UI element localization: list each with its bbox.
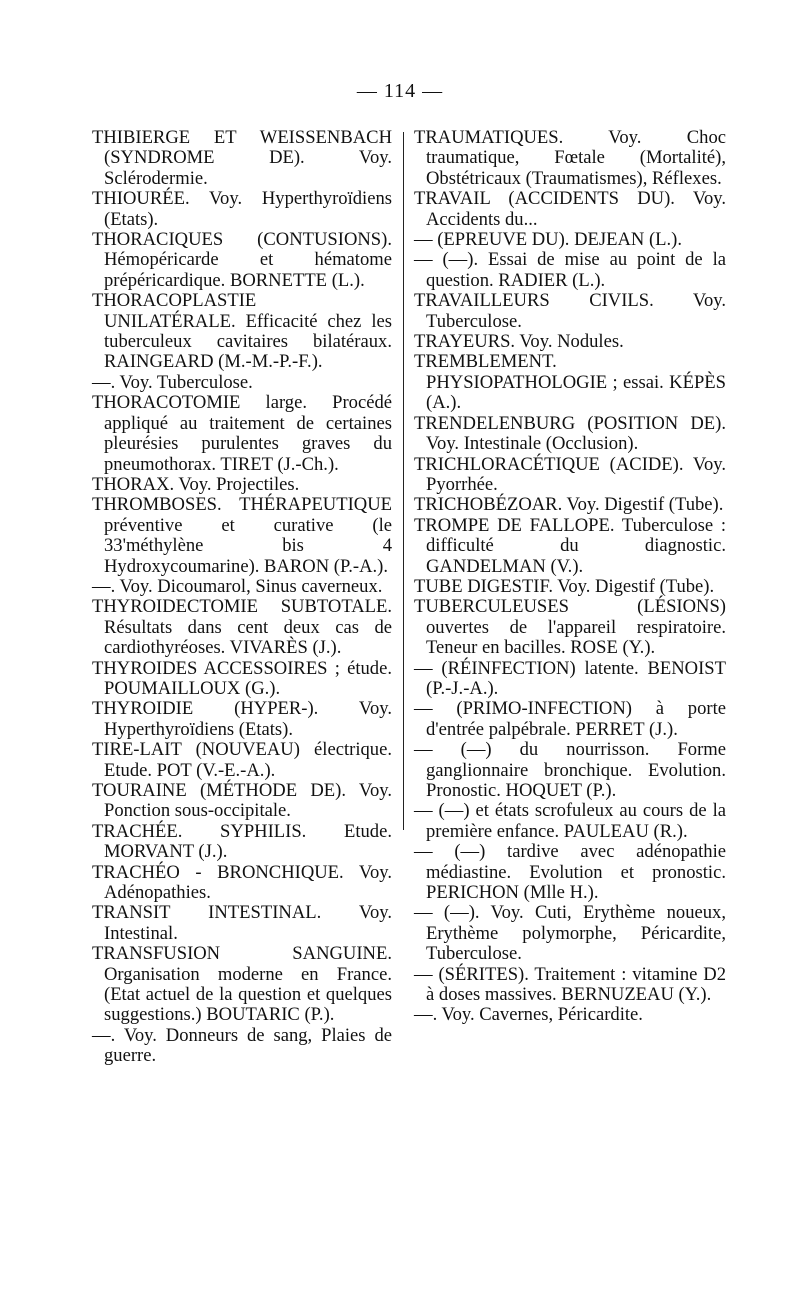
left-column [92, 128, 392, 1067]
index-entry: TRACHÉE. SYPHILIS. Etude. MORVANT (J.). [92, 820, 392, 863]
index-entry: —. Voy. Donneurs de sang, Plaies de guerre. [92, 1024, 392, 1067]
index-entry: TRICHOBÉZOAR. Voy. Digestif (Tube). [414, 494, 724, 516]
index-entry: TUBERCULEUSES (LÉSIONS) ouvertes de l'appareil respiratoire. Teneur en bacilles. ROSE (Y.). [414, 596, 726, 659]
index-entry: —. Voy. Tuberculose. [92, 371, 253, 393]
page-number: — 114 — [356, 80, 444, 102]
index-entry: TIRE-LAIT (NOUVEAU) électrique. Etude. POT (V.-E.-A.). [92, 739, 392, 781]
right-column [414, 128, 726, 1026]
index-entry: — (PRIMO-INFECTION) à porte d'entrée palpébrale. PERRET (J.). [414, 698, 726, 740]
index-entry: TRICHLORACÉTIQUE (ACIDE). Voy. Pyorrhée. [414, 453, 726, 495]
index-entry: TRAYEURS. Voy. Nodules. [414, 331, 624, 353]
index-entry: THIOURÉE. Voy. Hyperthyroïdiens (Etats). [92, 188, 392, 230]
index-entry: TROMPE DE FALLOPE. Tuberculose : difficulté du diagnostic. GANDELMAN (V.). [414, 514, 726, 577]
index-entry: TRAVAILLEURS CIVILS. Voy. Tuberculose. [414, 290, 726, 332]
index-entry: TRAVAIL (ACCIDENTS DU). Voy. Accidents du... [414, 188, 726, 230]
index-entry: THORACOPLASTIE UNILATÉRALE. Efficacité chez les tuberculeux cavitaires bilatéraux. RAINGEARD (M.-M.-P.-F.). [92, 290, 392, 373]
index-entry: THYROIDECTOMIE SUBTOTALE. Résultats dans cent deux cas de cardiothyréoses. VIVARÈS (J.). [92, 596, 392, 659]
index-entry: THORACOTOMIE large. Procédé appliqué au traitement de certaines pleurésies purulentes graves du pneumothorax. TIRET (J.-Ch.). [92, 392, 392, 475]
index-entry: THYROIDIE (HYPER-). Voy. Hyperthyroïdiens (Etats). [92, 698, 392, 740]
index-entry: TRAUMATIQUES. Voy. Choc traumatique, Fœtale (Mortalité), Obstétricaux (Traumatismes), Réflexes. [414, 127, 726, 189]
index-entry: TREMBLEMENT. PHYSIOPATHOLOGIE ; essai. KÉPÈS (A.). [414, 351, 726, 414]
index-entry: TOURAINE (MÉTHODE DE). Voy. Ponction sous-occipitale. [92, 780, 392, 822]
index-entry: THORAX. Voy. Projectiles. [92, 473, 300, 495]
index-entry: — (SÉRITES). Traitement : vitamine D2 à doses massives. BERNUZEAU (Y.). [414, 963, 726, 1006]
index-entry: TRACHÉO - BRONCHIQUE. Voy. Adénopathies. [92, 861, 392, 904]
index-entry: THORACIQUES (CONTUSIONS). Hémopéricarde et hématome prépéricardique. BORNETTE (L.). [92, 229, 392, 291]
index-entry: — (—). Voy. Cuti, Erythème noueux, Erythème polymorphe, Péricardite, Tuberculose. [414, 902, 726, 965]
index-entry: — (RÉINFECTION) latente. BENOIST (P.-J.-A.). [414, 657, 726, 699]
index-entry: THIBIERGE ET WEISSENBACH (SYNDROME DE). Voy. Sclérodermie. [92, 127, 392, 189]
index-entry: —. Voy. Cavernes, Péricardite. [414, 1004, 643, 1026]
index-entry: — (EPREUVE DU). DEJEAN (L.). [414, 229, 683, 251]
index-entry: — (—) du nourrisson. Forme ganglionnaire bronchique. Evolution. Pronostic. HOQUET (P.). [414, 739, 726, 801]
index-entry: — (—) tardive avec adénopathie médiastine. Evolution et pronostic. PERICHON (Mlle H.). [414, 841, 726, 904]
index-entry: TRANSFUSION SANGUINE. Organisation moderne en France. (Etat actuel de la question et quelques suggestions.) BOUTARIC (P.). [92, 943, 392, 1026]
index-entry: TRANSIT INTESTINAL. Voy. Intestinal. [92, 902, 392, 944]
index-entry: TUBE DIGESTIF. Voy. Digestif (Tube). [414, 575, 715, 597]
index-entry: THYROIDES ACCESSOIRES ; étude. POUMAILLOUX (G.). [92, 657, 392, 699]
index-entry: TRENDELENBURG (POSITION DE). Voy. Intestinale (Occlusion). [414, 412, 726, 455]
index-entry: — (—). Essai de mise au point de la question. RADIER (L.). [414, 249, 726, 291]
column-divider [403, 132, 404, 830]
index-entry: —. Voy. Dicoumarol, Sinus caverneux. [92, 575, 383, 597]
index-entry: — (—) et états scrofuleux au cours de la première enfance. PAULEAU (R.). [414, 800, 726, 842]
index-entry: THROMBOSES. THÉRAPEUTIQUE préventive et curative (le 33'méthylène bis 4 Hydroxycoumarine). BARON (P.-A.). [92, 494, 392, 577]
